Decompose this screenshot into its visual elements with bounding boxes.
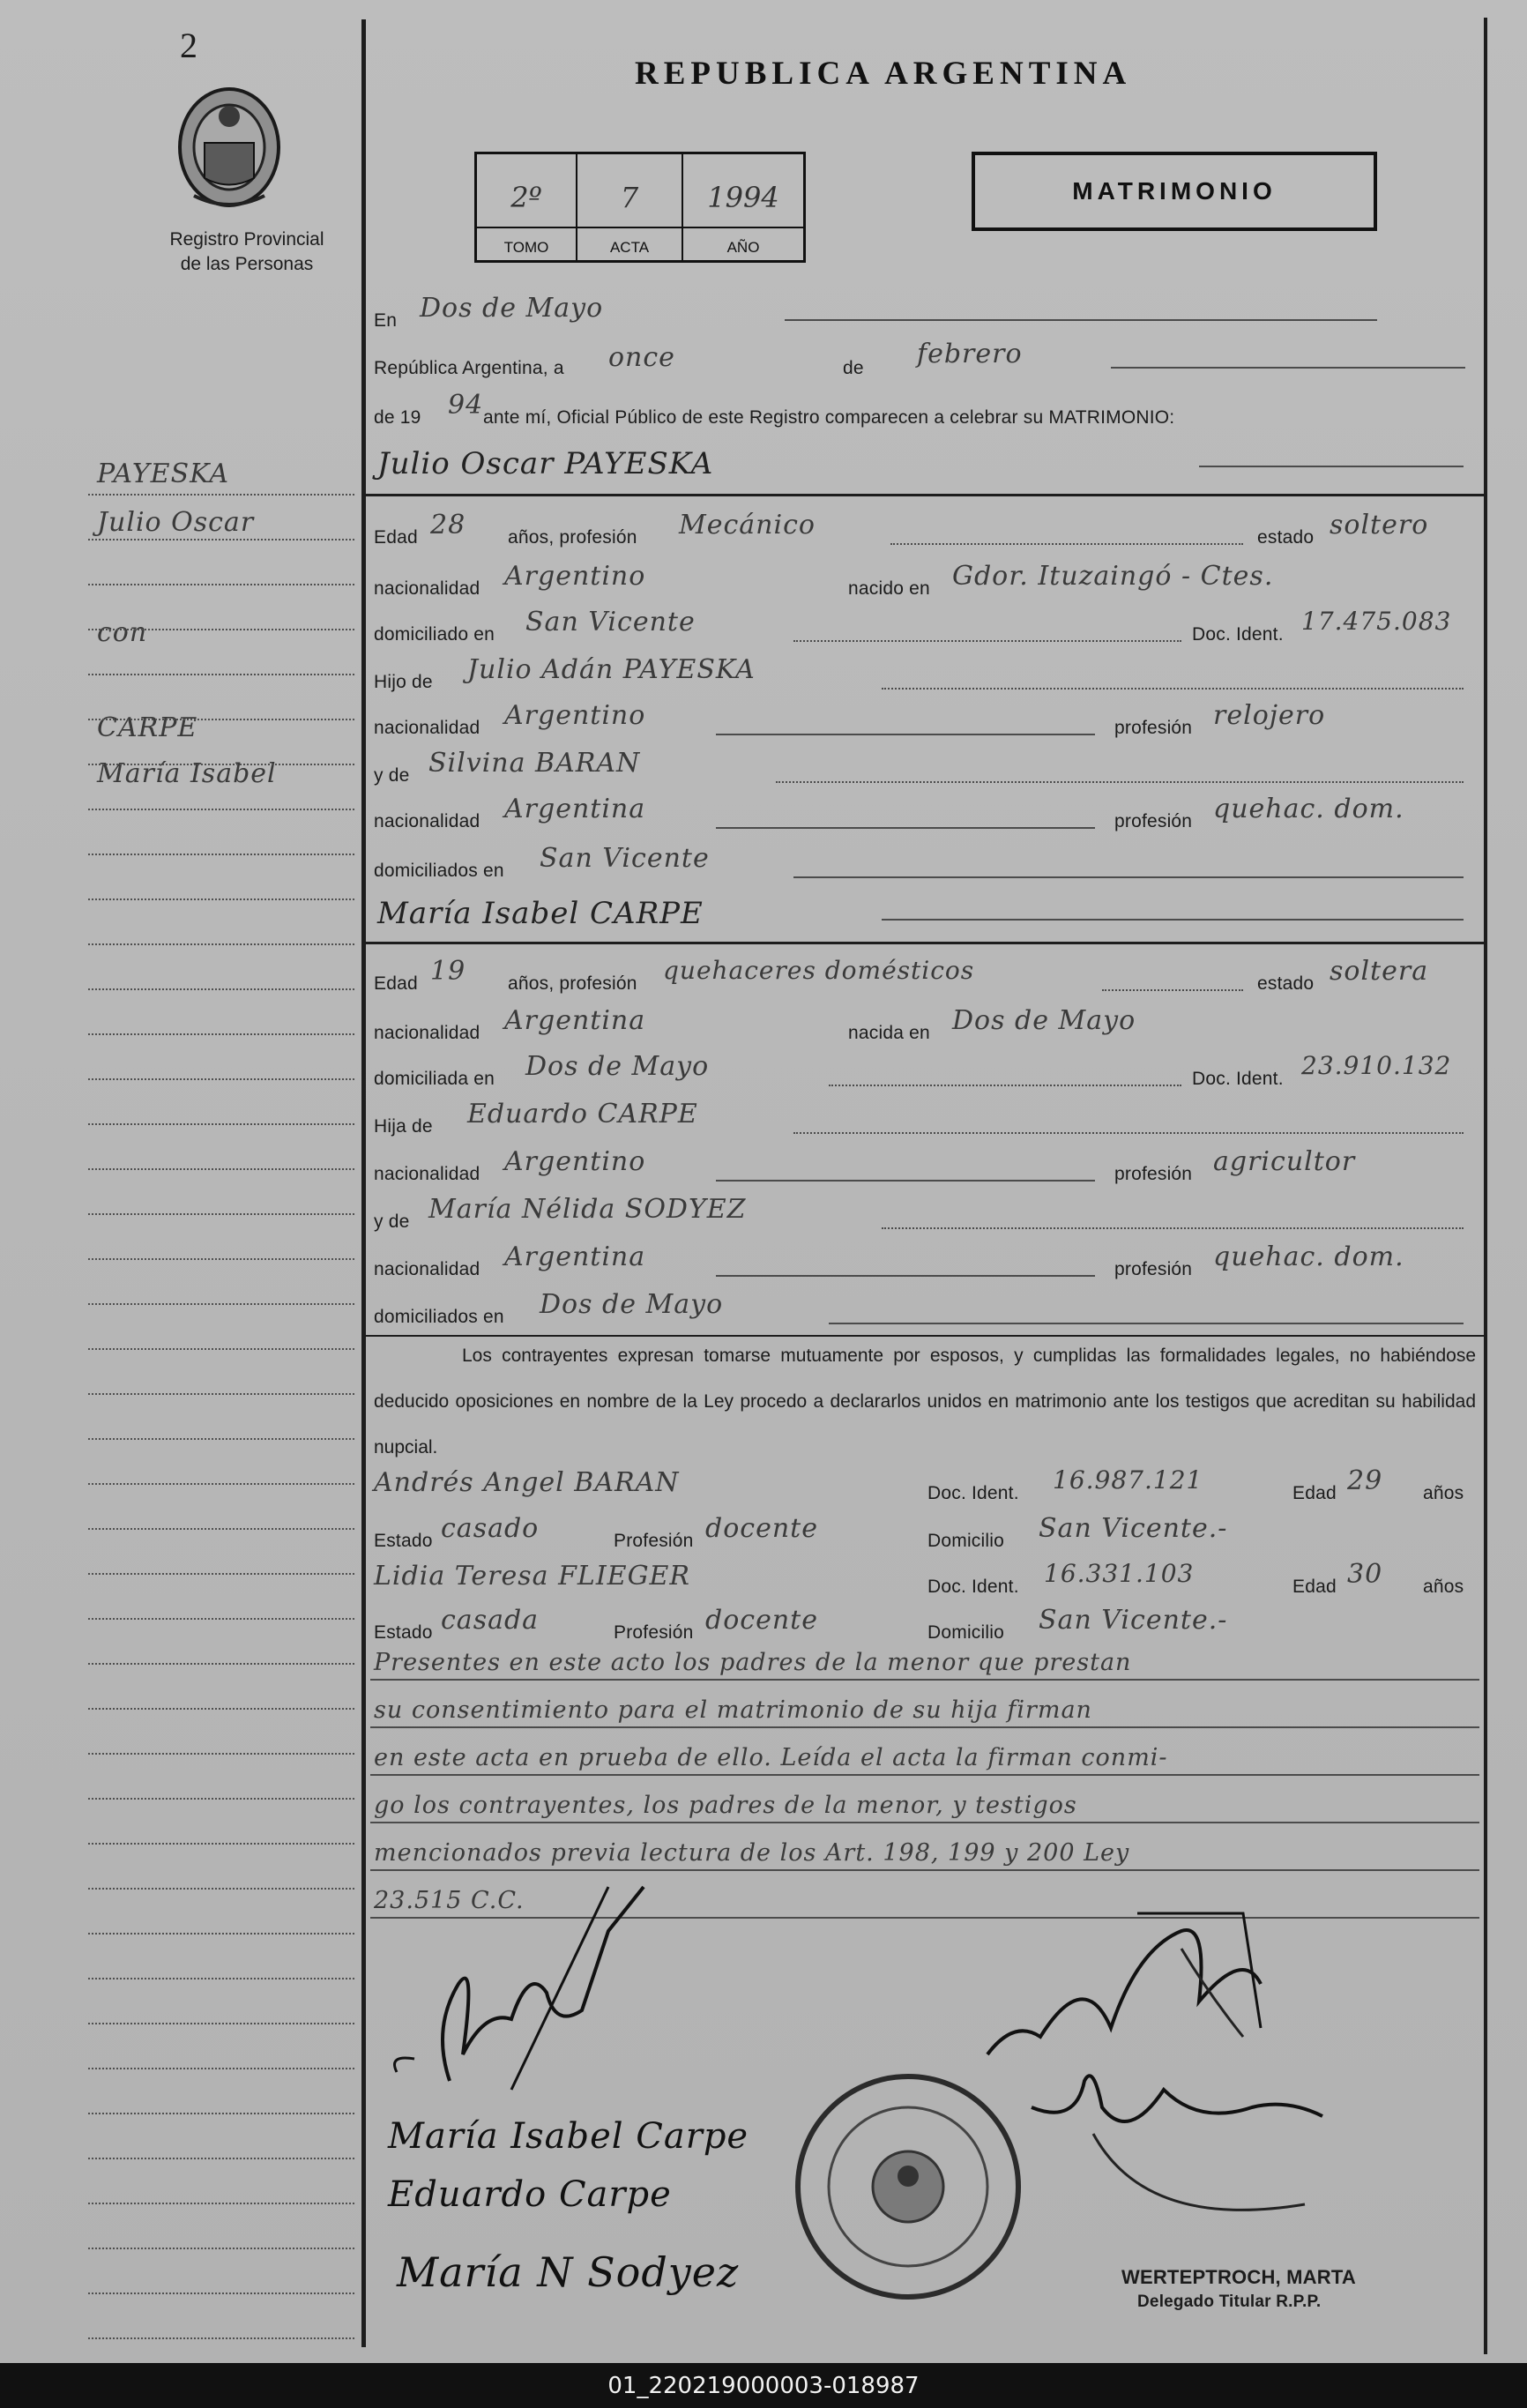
groom-parents-dom-line <box>793 876 1464 878</box>
margin-rule <box>88 1708 354 1710</box>
witness-2-domicile: San Vicente.- <box>1039 1605 1228 1636</box>
place-value: Dos de Mayo <box>420 293 604 324</box>
margin-rule <box>88 2337 354 2339</box>
bride-signature: María Isabel Carpe <box>388 2116 749 2157</box>
bride-father-nat-label: nacionalidad <box>374 1164 480 1184</box>
groom-name-line <box>1199 466 1464 467</box>
witness-1-signature-icon <box>979 1896 1278 2063</box>
note-line-2: su consentimiento para el matrimonio de su hija firman <box>374 1696 1092 1724</box>
groom-profesion-label: años, profesión <box>508 527 637 548</box>
ante-text: ante mí, Oficial Público de este Registro comparecen a celebrar su MATRIMONIO: <box>483 407 1175 428</box>
acta-value: 7 <box>620 181 639 214</box>
margin-rule <box>88 1348 354 1350</box>
groom-father-nat-line <box>716 734 1095 735</box>
witness-1-edad-label: Edad <box>1292 1483 1337 1503</box>
bride-parents-dom: Dos de Mayo <box>540 1289 724 1320</box>
margin-rule <box>88 2248 354 2249</box>
bride-profession-dots <box>1102 989 1243 991</box>
groom-mother-prof: quehac. dom. <box>1213 794 1404 824</box>
witness-1-profesion-label: Profesión <box>614 1531 694 1551</box>
witness-1-doc: 16.987.121 <box>1053 1465 1203 1495</box>
margin-rule <box>88 629 354 630</box>
groom-top-rule <box>365 494 1485 496</box>
margin-rule <box>88 1663 354 1665</box>
margin-rule <box>88 1888 354 1890</box>
document-type-box: MATRIMONIO <box>972 152 1377 231</box>
margin-rule <box>88 1933 354 1935</box>
bride-father: Eduardo CARPE <box>467 1099 698 1129</box>
bride-estado: soltera <box>1330 956 1429 987</box>
official-name: WERTEPTROCH, MARTA <box>1121 2266 1356 2288</box>
acta-cell <box>577 154 683 260</box>
groom-profession-dots <box>890 543 1243 545</box>
note-rule <box>370 1822 1479 1823</box>
note-line-3: en este acta en prueba de ello. Leída el acta la firman conmi- <box>374 1744 1168 1771</box>
bride-mother-prof-label: profesión <box>1114 1259 1193 1279</box>
margin-rule <box>88 2292 354 2294</box>
margin-rule <box>88 2113 354 2114</box>
groom-father-dots <box>882 688 1464 690</box>
groom-estado-label: estado <box>1257 527 1315 548</box>
bride-parents-dom-label: domiciliados en <box>374 1307 504 1327</box>
bride-father-prof-label: profesión <box>1114 1164 1193 1184</box>
margin-rule <box>88 1123 354 1125</box>
bride-birthplace: Dos de Mayo <box>952 1005 1136 1036</box>
margin-rule <box>88 1978 354 1979</box>
groom-father-nat-label: nacionalidad <box>374 718 480 738</box>
margin-rule <box>88 1438 354 1440</box>
groom-nacionalidad-label: nacionalidad <box>374 578 480 599</box>
margin-groom-surname: PAYESKA <box>97 458 229 489</box>
margin-rule <box>88 719 354 720</box>
margin-bride-given: María Isabel <box>97 758 277 789</box>
groom-father-label: Hijo de <box>374 672 433 692</box>
bride-mother-dots <box>882 1227 1464 1229</box>
witness-2-doc: 16.331.103 <box>1044 1559 1195 1588</box>
bride-father-nat-line <box>716 1180 1095 1182</box>
witness-1-domicilio-label: Domicilio <box>927 1531 1004 1551</box>
groom-domicilio-label: domiciliado en <box>374 624 495 645</box>
image-id: 01_220219000003-018987 <box>607 2372 920 2399</box>
groom-mother-dots <box>776 781 1464 783</box>
bride-profesion-label: años, profesión <box>508 973 637 994</box>
groom-father-prof: relojero <box>1213 700 1326 731</box>
right-border <box>1484 18 1487 2354</box>
tomo-cell <box>477 154 577 260</box>
record-number-box <box>474 152 806 263</box>
bride-mother-nat: Argentina <box>504 1241 646 1272</box>
margin-rule <box>88 1213 354 1215</box>
margin-rule <box>88 764 354 765</box>
witness-2-estado-label: Estado <box>374 1622 433 1643</box>
de-year-label: de 19 <box>374 407 421 428</box>
groom-father: Julio Adán PAYESKA <box>467 654 756 685</box>
bride-father-dots <box>793 1132 1464 1134</box>
en-label: En <box>374 310 398 331</box>
margin-rule <box>88 1618 354 1620</box>
witness-1-anos-label: años <box>1423 1483 1464 1503</box>
registry-line-2: de las Personas <box>180 254 314 274</box>
official-title: Delegado Titular R.P.P. <box>1137 2292 1322 2311</box>
bride-domicilio-label: domiciliada en <box>374 1069 495 1089</box>
bride-estado-label: estado <box>1257 973 1315 994</box>
bride-top-rule <box>365 942 1485 944</box>
groom-father-nat: Argentino <box>504 700 646 731</box>
groom-estado: soltero <box>1330 510 1429 540</box>
groom-birthplace: Gdor. Ituzaingó - Ctes. <box>952 561 1274 592</box>
margin-rule <box>88 1528 354 1530</box>
margin-rule <box>88 988 354 990</box>
groom-profession: Mecánico <box>679 510 816 540</box>
groom-doc-label: Doc. Ident. <box>1192 624 1284 645</box>
page-number: 2 <box>180 26 198 65</box>
bride-nationality: Argentina <box>504 1005 646 1036</box>
day-value: once <box>608 342 675 373</box>
bride-father-label: Hija de <box>374 1116 433 1137</box>
witness-2-anos-label: años <box>1423 1577 1464 1597</box>
groom-edad-label: Edad <box>374 527 418 548</box>
margin-rule <box>88 1843 354 1845</box>
margin-bride-surname: CARPE <box>97 712 198 743</box>
bride-name-line <box>882 919 1464 921</box>
month-line <box>1111 367 1465 369</box>
acta-label: ACTA <box>609 239 650 256</box>
margin-rule <box>88 674 354 675</box>
groom-mother-nat: Argentina <box>504 794 646 824</box>
ano-label: AÑO <box>726 239 760 256</box>
witness-1-age: 29 <box>1347 1465 1383 1496</box>
bride-mother-nat-line <box>716 1275 1095 1277</box>
groom-nacido-label: nacido en <box>848 578 930 599</box>
witness-2-signature-icon <box>1023 2054 1358 2231</box>
note-line-1: Presentes en este acto los padres de la menor que prestan <box>374 1649 1132 1676</box>
bride-full-name: María Isabel CARPE <box>377 896 704 931</box>
groom-mother-nat-label: nacionalidad <box>374 811 480 831</box>
groom-age: 28 <box>430 510 466 540</box>
groom-nationality: Argentino <box>504 561 646 592</box>
margin-rule <box>88 2023 354 2024</box>
margin-rule <box>88 1573 354 1575</box>
place-line <box>785 319 1377 321</box>
registry-name <box>115 227 379 277</box>
margin-rule <box>88 2203 354 2204</box>
registry-line-1: Registro Provincial <box>169 229 324 250</box>
margin-rule <box>88 809 354 810</box>
groom-father-prof-label: profesión <box>1114 718 1193 738</box>
margin-rule <box>88 1303 354 1305</box>
margin-rule <box>88 1168 354 1170</box>
witness-2-profesion-label: Profesión <box>614 1622 694 1643</box>
margin-rule <box>88 1033 354 1035</box>
margin-rule <box>88 898 354 900</box>
father-signature: Eduardo Carpe <box>388 2174 672 2215</box>
margin-rule <box>88 1393 354 1395</box>
margin-rule <box>88 1753 354 1755</box>
margin-rule <box>88 854 354 855</box>
groom-domicile: San Vicente <box>525 607 696 637</box>
bride-domicile: Dos de Mayo <box>525 1051 710 1082</box>
declaration-text: Los contrayentes expresan tomarse mutuamente por esposos, y cumplidas las formalidades legales, no habiéndose deducido oposiciones en nombre de la Ley procedo a declararlos unidos en matrimonio ante los testigos que acreditan su habilidad nupcial. <box>374 1346 1476 1457</box>
groom-domicile-dots <box>793 640 1181 642</box>
bride-mother-nat-label: nacionalidad <box>374 1259 480 1279</box>
ano-value: 1994 <box>707 181 779 214</box>
bride-doc-label: Doc. Ident. <box>1192 1069 1284 1089</box>
tomo-value: 2º <box>510 181 542 214</box>
month-value: febrero <box>917 339 1023 369</box>
margin-rule <box>88 943 354 945</box>
note-rule <box>370 1679 1479 1681</box>
witness-2-doc-label: Doc. Ident. <box>927 1577 1019 1597</box>
bride-father-prof: agricultor <box>1213 1146 1356 1177</box>
groom-parents-dom: San Vicente <box>540 843 710 874</box>
margin-rule <box>88 494 354 496</box>
margin-rule <box>88 1798 354 1800</box>
note-line-5: mencionados previa lectura de los Art. 198, 199 y 200 Ley <box>374 1839 1130 1867</box>
bride-age: 19 <box>430 956 466 987</box>
margin-rule <box>88 2068 354 2069</box>
margin-rule <box>88 584 354 585</box>
coat-of-arms-icon <box>168 81 291 213</box>
bride-mother-label: y de <box>374 1211 410 1232</box>
note-rule <box>370 1774 1479 1776</box>
republica-label: República Argentina, a <box>374 358 564 378</box>
year-suffix: 94 <box>448 390 484 421</box>
ano-cell <box>683 154 803 260</box>
bride-nacionalidad-label: nacionalidad <box>374 1023 480 1043</box>
note-line-6: 23.515 C.C. <box>374 1887 525 1914</box>
margin-divider <box>361 19 366 2347</box>
witness-2-domicilio-label: Domicilio <box>927 1622 1004 1643</box>
margin-rule <box>88 1483 354 1485</box>
bride-doc: 23.910.132 <box>1301 1051 1452 1080</box>
witness-2-age: 30 <box>1347 1559 1383 1590</box>
witness-2-edad-label: Edad <box>1292 1577 1337 1597</box>
witness-2-estado: casada <box>441 1605 540 1636</box>
bride-edad-label: Edad <box>374 973 418 994</box>
bride-parents-dom-line <box>829 1323 1464 1324</box>
bride-nacida-label: nacida en <box>848 1023 930 1043</box>
bride-profession: quehaceres domésticos <box>663 956 975 985</box>
note-rule <box>370 1726 1479 1728</box>
groom-mother-nat-line <box>716 827 1095 829</box>
margin-rule <box>88 2158 354 2159</box>
margin-rule <box>88 1258 354 1260</box>
witness-1-name: Andrés Angel BARAN <box>374 1467 680 1498</box>
groom-parents-dom-label: domiciliados en <box>374 861 504 881</box>
margin-con: con <box>97 617 148 648</box>
tomo-label: TOMO <box>503 239 549 256</box>
witness-1-domicile: San Vicente.- <box>1039 1513 1228 1544</box>
note-rule <box>370 1869 1479 1871</box>
mother-signature: María N Sodyez <box>397 2248 740 2296</box>
groom-mother-label: y de <box>374 765 410 786</box>
witness-2-name: Lidia Teresa FLIEGER <box>374 1561 691 1592</box>
witness-1-estado: casado <box>441 1513 540 1544</box>
note-line-4: go los contrayentes, los padres de la menor, y testigos <box>374 1792 1077 1819</box>
groom-doc: 17.475.083 <box>1301 607 1452 636</box>
bride-domicile-dots <box>829 1085 1181 1086</box>
official-seal-icon <box>785 2063 1032 2310</box>
bride-father-nat: Argentino <box>504 1146 646 1177</box>
witness-2-profession: docente <box>705 1605 818 1636</box>
de-label: de <box>843 358 864 378</box>
bride-mother: María Nélida SODYEZ <box>428 1194 747 1225</box>
margin-rule <box>88 1078 354 1080</box>
witness-1-estado-label: Estado <box>374 1531 433 1551</box>
groom-mother-prof-label: profesión <box>1114 811 1193 831</box>
groom-mother: Silvina BARAN <box>428 748 641 779</box>
image-id-bar <box>0 2363 1527 2408</box>
groom-full-name: Julio Oscar PAYESKA <box>377 446 714 481</box>
witness-1-doc-label: Doc. Ident. <box>927 1483 1019 1503</box>
groom-signature-icon <box>379 1878 661 2107</box>
margin-groom-given: Julio Oscar <box>97 507 255 538</box>
margin-rule <box>88 539 354 540</box>
country-title: REPUBLICA ARGENTINA <box>635 56 1132 92</box>
bride-mother-prof: quehac. dom. <box>1213 1241 1404 1272</box>
witness-1-profession: docente <box>705 1513 818 1544</box>
